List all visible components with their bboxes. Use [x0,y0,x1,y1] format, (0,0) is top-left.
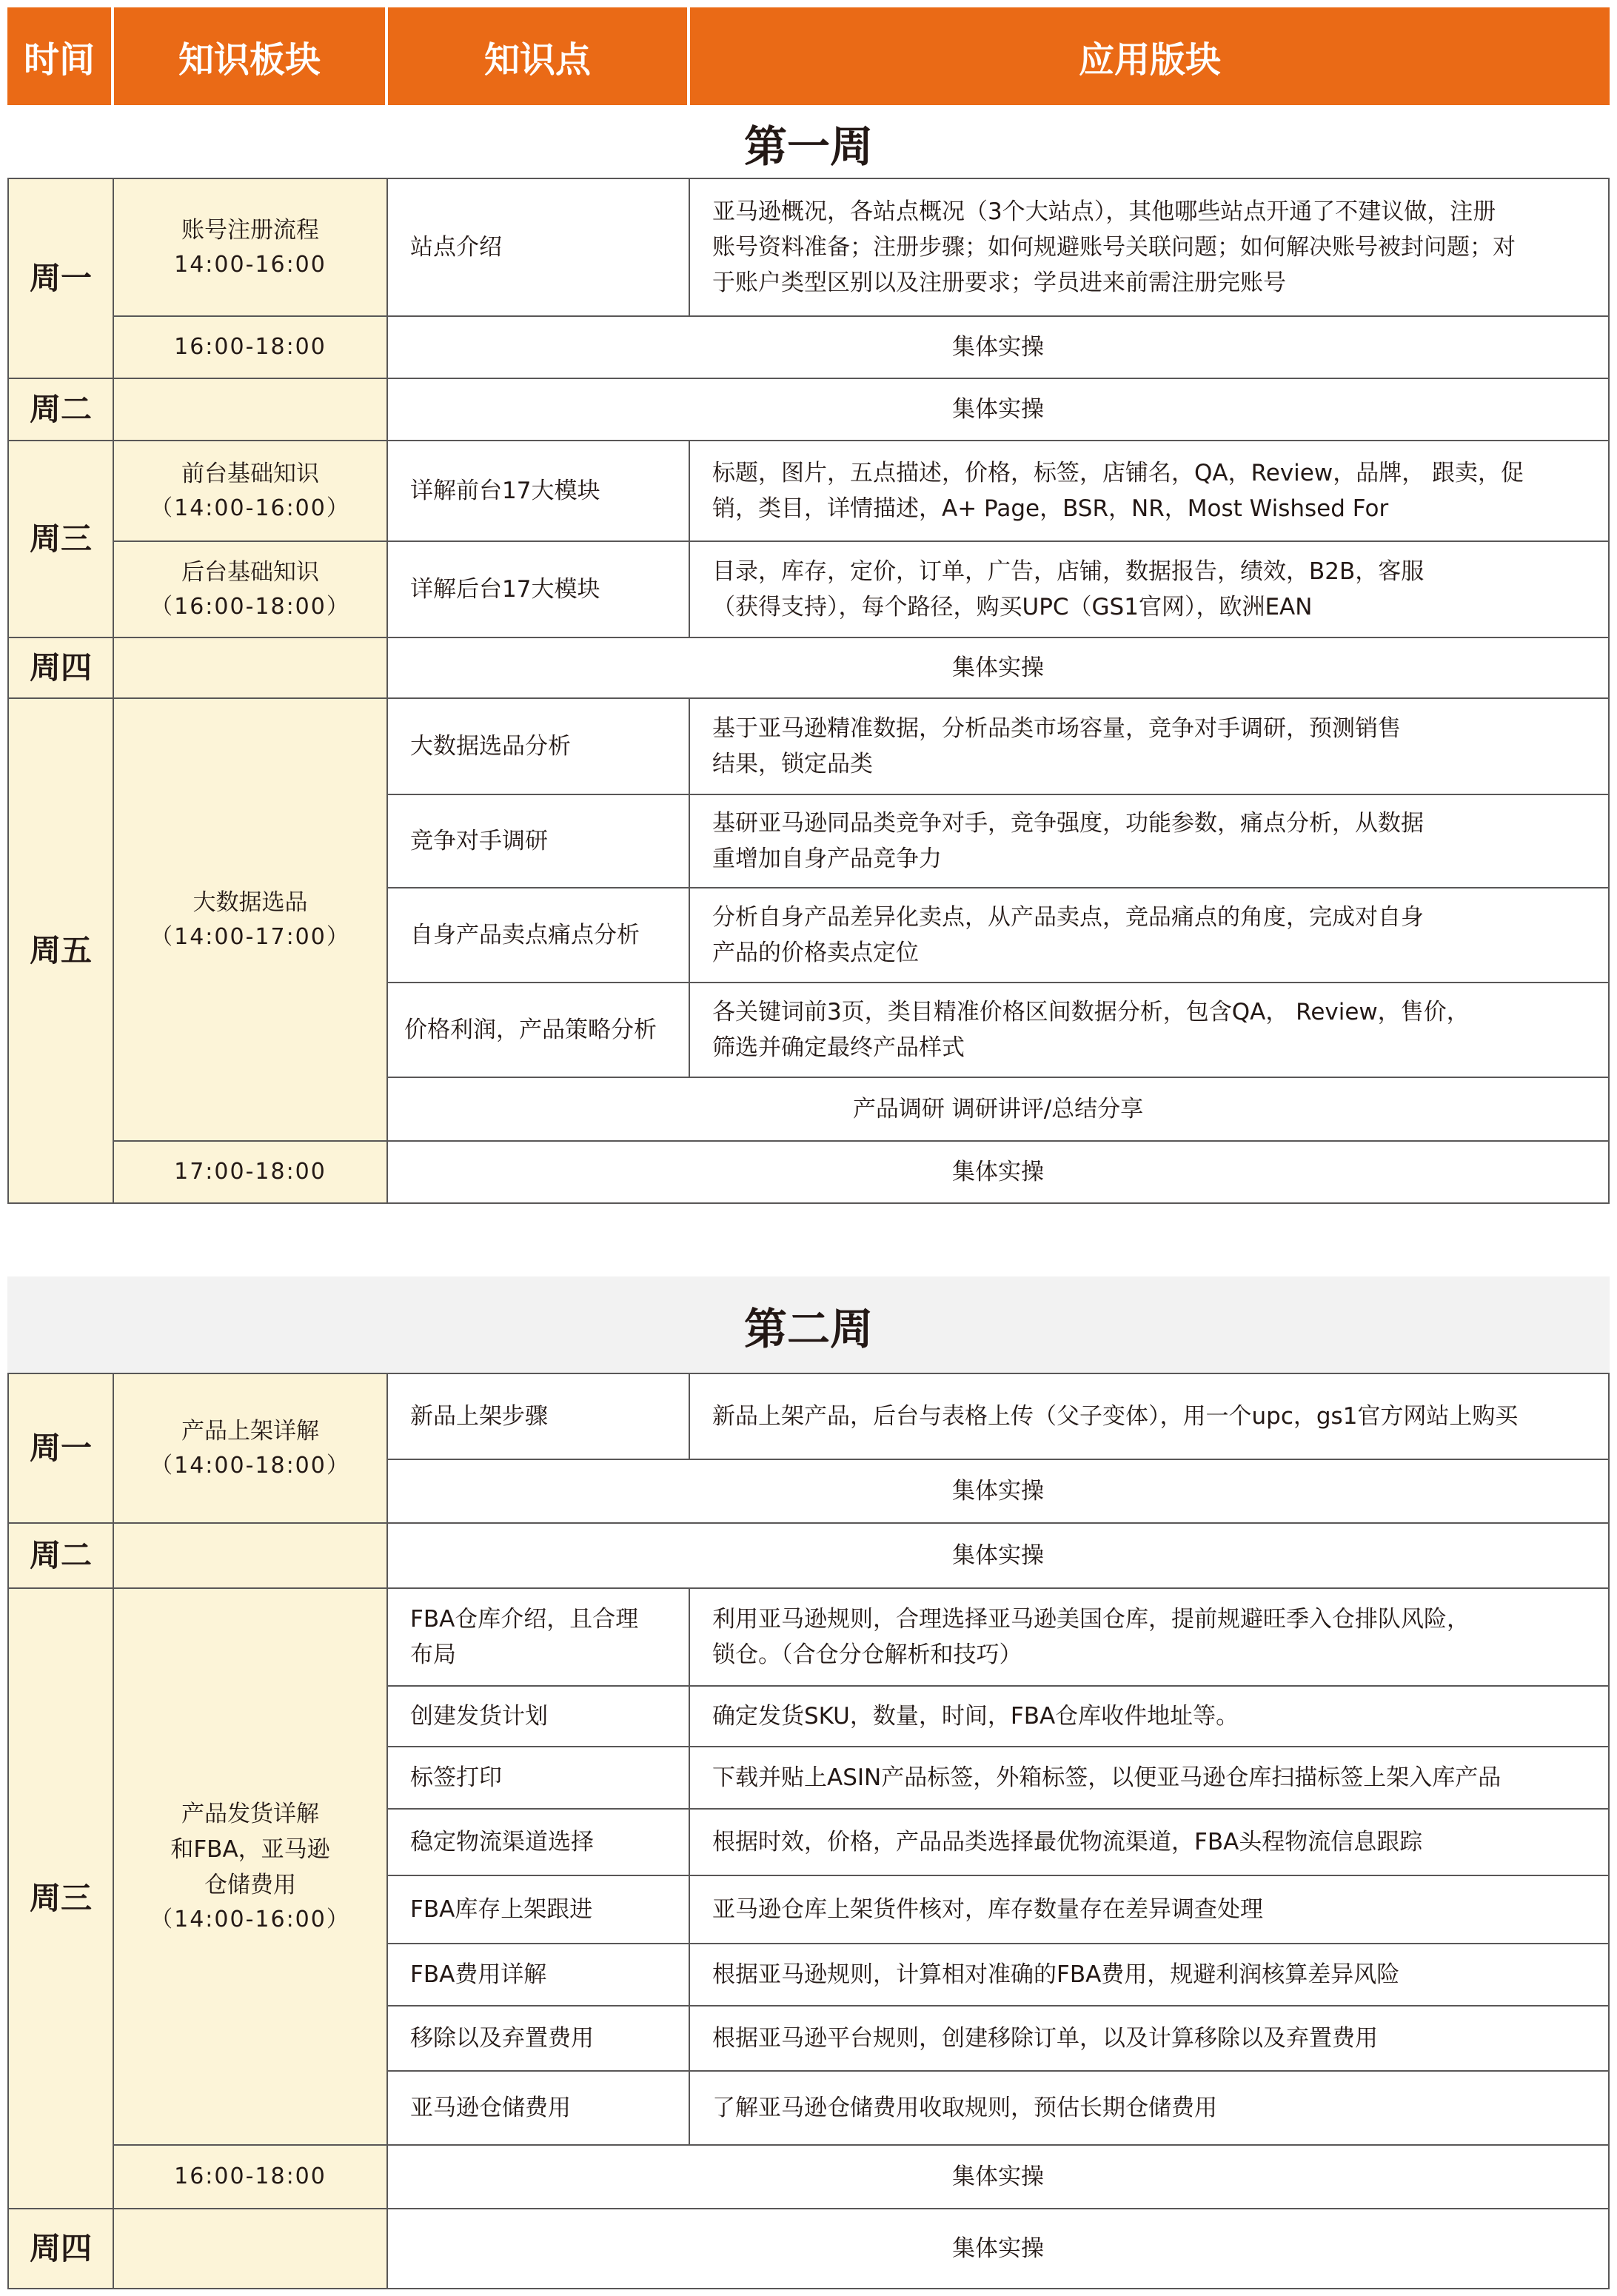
w1-fri-apply-line: 筛选并确定最终产品样式 [712,1034,965,1061]
w1-tue-text: 集体实操 [386,378,1610,441]
w1-fri-summary: 产品调研 调研讲评/总结分享 [386,1077,1610,1142]
w1-fri-apply-line: 产品的价格卖点定位 [712,940,919,966]
w2-wed-point [386,1587,690,1687]
w2-wed-apply [689,1587,1610,1687]
w1-fri-apply [689,887,1610,983]
w1-mon-module-time: 14:00-16:00 [174,251,327,278]
w1-mon-apply-line: 于账户类型区别以及注册要求；学员进来前需注册完账号 [712,270,1286,297]
w1-mon-apply-line: 账号资料准备；注册步骤；如何规避账号关联问题；如何解决账号被封问题；对 [712,233,1516,261]
w1-fri-pm-text: 集体实操 [386,1140,1610,1204]
w2-wed-point-line: FBA仓库介绍，且合理 [410,1605,639,1633]
w1-mon-module [113,178,388,317]
header-point: 知识点 [388,7,687,105]
w2-wed-apply-line: 利用亚马逊规则，合理选择亚马逊美国仓库，提前规避旺季入仓排队风险， [712,1605,1470,1633]
w2-mon-day: 周一 [7,1373,114,1524]
w2-wed-apply: 确定发货SKU，数量，时间，FBA仓库收件地址等。 [689,1685,1610,1747]
w1-wed-r2-point: 详解后台17大模块 [386,540,690,638]
w1-wed-r2-apply-line: 目录，库存，定价，订单，广告，店铺，数据报告，绩效，B2B，客服 [712,558,1424,585]
w1-fri-module [113,697,388,1142]
w1-wed-r1-module-time: （14:00-16:00） [150,495,350,521]
w1-mon-pm-time: 16:00-18:00 [113,315,388,379]
w2-wed-module-line: 产品发货详解 [181,1800,319,1827]
week1-title: 第一周 [743,121,873,172]
w2-wed-module-line: 和FBA，亚马逊 [170,1835,330,1863]
w1-wed-r1-module-name: 前台基础知识 [181,460,319,487]
w1-wed-r2-module [113,540,388,638]
w2-wed-pm-time: 16:00-18:00 [113,2144,388,2209]
w1-fri-apply [689,697,1610,795]
w1-fri-point: 自身产品卖点痛点分析 [386,887,690,983]
w1-wed-day: 周三 [7,440,114,638]
w1-mon-pm-text: 集体实操 [386,315,1610,379]
w1-thu-text: 集体实操 [386,637,1610,699]
w2-mon-module [113,1373,388,1524]
w1-wed-r1-apply-line: 销，类目，详情描述，A+ Page，BSR，NR，Most Wishsed For [712,495,1389,522]
w1-wed-r1-apply-line: 标题，图片，五点描述，价格，标签，店铺名，QA，Review，品牌， 跟卖，促 [712,459,1524,486]
w2-wed-point-line: 布局 [410,1641,456,1668]
w1-fri-apply [689,982,1610,1078]
w1-tue-day: 周二 [7,378,114,441]
w2-mon-module-time: （14:00-18:00） [150,1452,350,1479]
w1-wed-r1-point: 详解前台17大模块 [386,440,690,542]
w2-wed-module [113,1587,388,2146]
w2-thu-day: 周四 [7,2208,114,2289]
w2-wed-apply: 根据亚马逊平台规则，创建移除订单，以及计算移除以及弃置费用 [689,2005,1610,2072]
w1-fri-module-time: （14:00-17:00） [150,923,350,950]
w1-wed-r2-apply [689,540,1610,638]
header-time: 时间 [7,7,111,105]
w2-thu-text: 集体实操 [386,2208,1610,2289]
w2-wed-point: 稳定物流渠道选择 [386,1808,690,1876]
w1-wed-r2-apply-line: （获得支持），每个路径，购买UPC（GS1官网），欧洲EAN [712,594,1313,620]
w1-fri-apply-line: 分析自身产品差异化卖点，从产品卖点，竞品痛点的角度，完成对自身 [712,903,1424,931]
w1-fri-apply-line: 基于亚马逊精准数据，分析品类市场容量，竞争对手调研，预测销售 [712,714,1401,742]
w2-wed-apply: 根据亚马逊规则，计算相对准确的FBA费用，规避利润核算差异风险 [689,1943,1610,2007]
w2-tue-text: 集体实操 [386,1522,1610,1589]
w1-fri-apply-line: 基研亚马逊同品类竞争对手，竞争强度，功能参数，痛点分析，从数据 [712,809,1424,837]
w2-wed-point: 创建发货计划 [386,1685,690,1747]
w1-mon-module-name: 账号注册流程 [181,216,319,244]
w1-mon-day: 周一 [7,178,114,379]
w1-tue-module [113,378,388,441]
w2-wed-point: 亚马逊仓储费用 [386,2070,690,2146]
w1-fri-point: 竞争对手调研 [386,794,690,888]
w2-mon-apply: 新品上架产品，后台与表格上传（父子变体），用一个upc，gs1官方网站上购买 [689,1373,1610,1460]
w1-mon-apply [689,178,1610,317]
w1-fri-apply-line: 结果，锁定品类 [712,751,873,777]
w2-mon-point: 新品上架步骤 [386,1373,690,1460]
w1-fri-point: 大数据选品分析 [386,697,690,795]
w1-fri-apply-line: 重增加自身产品竞争力 [712,846,942,872]
header-apply: 应用版块 [690,7,1610,105]
w1-fri-pm-time: 17:00-18:00 [113,1140,388,1204]
w1-thu-day: 周四 [7,637,114,699]
w1-fri-point: 价格利润，产品策略分析 [386,982,690,1078]
w2-wed-point: 标签打印 [386,1746,690,1810]
w2-wed-point: FBA库存上架跟进 [386,1875,690,1944]
w1-fri-day: 周五 [7,697,114,1204]
w2-tue-module [113,1522,388,1589]
w2-wed-module-line: 仓储费用 [204,1871,296,1898]
w2-mon-module-name: 产品上架详解 [181,1417,319,1445]
w2-wed-day: 周三 [7,1587,114,2209]
w1-mon-point: 站点介绍 [386,178,690,317]
w2-mon-text: 集体实操 [386,1459,1610,1524]
w2-wed-apply: 下载并贴上ASIN产品标签，外箱标签，以便亚马逊仓库扫描标签上架入库产品 [689,1746,1610,1810]
w1-fri-module-name: 大数据选品 [192,888,308,916]
w2-wed-apply: 亚马逊仓库上架货件核对，库存数量存在差异调查处理 [689,1875,1610,1944]
w2-thu-module [113,2208,388,2289]
w2-wed-module-time: （14:00-16:00） [150,1906,350,1932]
w1-thu-module [113,637,388,699]
w1-fri-apply [689,794,1610,888]
w1-mon-apply-line: 亚马逊概况，各站点概况（3个大站点），其他哪些站点开通了不建议做，注册 [712,198,1496,225]
w2-wed-point: 移除以及弃置费用 [386,2005,690,2072]
w2-wed-apply: 根据时效，价格，产品品类选择最优物流渠道，FBA头程物流信息跟踪 [689,1808,1610,1876]
w2-wed-apply: 了解亚马逊仓储费用收取规则，预估长期仓储费用 [689,2070,1610,2146]
w2-tue-day: 周二 [7,1522,114,1589]
w1-wed-r1-apply [689,440,1610,542]
w2-wed-point: FBA费用详解 [386,1943,690,2007]
w2-wed-apply-line: 锁仓。（合仓分仓解析和技巧） [712,1641,1022,1668]
week2-title: 第二周 [7,1276,1610,1374]
w2-wed-pm-text: 集体实操 [386,2144,1610,2209]
w1-fri-apply-line: 各关键词前3页，类目精准价格区间数据分析，包含QA， Review，售价， [712,998,1470,1025]
w1-wed-r1-module [113,440,388,542]
w1-wed-r2-module-name: 后台基础知识 [181,558,319,586]
w1-wed-r2-module-time: （16:00-18:00） [150,593,350,620]
header-module: 知识板块 [114,7,385,105]
